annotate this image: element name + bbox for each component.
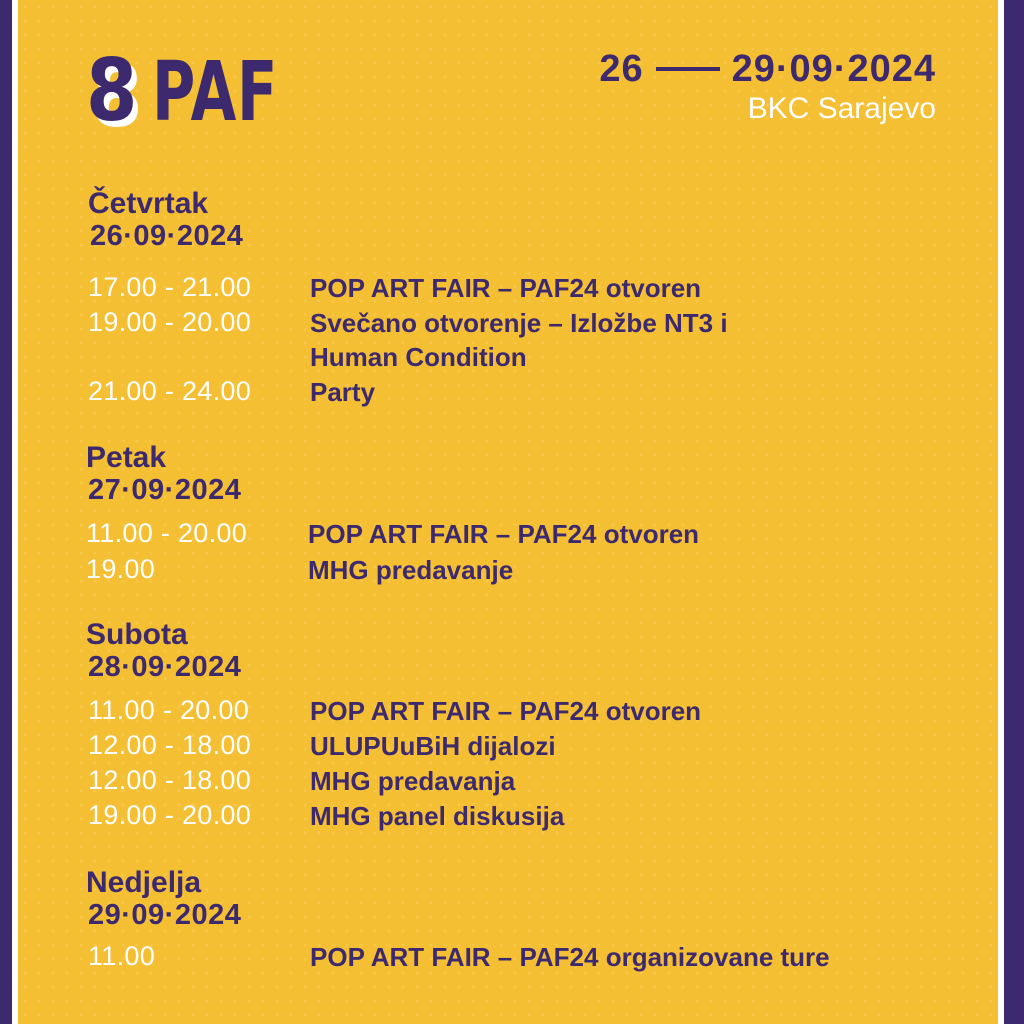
logo-number: 8 [86, 41, 138, 141]
event-time: 19.00 - 20.00 [88, 800, 252, 830]
event-time: 21.00 - 24.00 [88, 376, 252, 406]
event-time: 19.00 - 20.00 [88, 307, 252, 337]
venue: BKC Sarajevo [747, 92, 936, 125]
event-title: MHG panel diskusija [310, 801, 565, 831]
schedule-row [86, 553, 513, 587]
frame-edge-right [998, 0, 1004, 1024]
event-time: 12.00 - 18.00 [88, 730, 252, 760]
day-date: 28·09·2024 [88, 651, 242, 683]
day-name: Petak [86, 441, 167, 474]
event-title: Party [310, 377, 376, 407]
schedule-row [88, 729, 556, 763]
schedule-row [88, 306, 728, 374]
day-heading-saturday [86, 619, 241, 683]
event-title-block [310, 306, 728, 374]
event-time: 17.00 - 21.00 [88, 272, 252, 302]
event-time: 11.00 - 20.00 [86, 518, 248, 548]
schedule-row [88, 764, 515, 798]
day-heading-sunday [86, 867, 241, 931]
day-name: Četvrtak [88, 187, 209, 220]
day-date: 29·09·2024 [88, 899, 242, 931]
event-title-continued: Human Condition [310, 342, 527, 372]
schedule-row [88, 694, 701, 728]
date-start: 26 [599, 48, 644, 90]
event-time: 11.00 - 20.00 [88, 695, 250, 725]
event-title: POP ART FAIR – PAF24 organizovane ture [310, 942, 830, 972]
event-title: ULUPUuBiH dijalozi [310, 731, 556, 761]
schedule-row [86, 517, 699, 551]
event-time: 19.00 [86, 554, 156, 584]
day-heading-thursday [88, 188, 243, 252]
paf-logo [86, 41, 327, 141]
day-name: Nedjelja [86, 866, 202, 899]
event-time: 11.00 [88, 941, 156, 971]
event-title: MHG predavanje [308, 555, 514, 585]
event-time: 12.00 - 18.00 [88, 765, 252, 795]
poster [18, 0, 998, 1024]
date-end: 29·09·2024 [731, 48, 936, 90]
logo-text: PAF [151, 45, 278, 140]
event-title: POP ART FAIR – PAF24 otvoren [310, 273, 702, 303]
date-range [599, 46, 936, 92]
schedule-row [88, 940, 830, 974]
day-name: Subota [86, 618, 188, 651]
event-title: Svečano otvorenje – Izložbe NT3 i [310, 308, 728, 338]
event-title: POP ART FAIR – PAF24 otvoren [310, 696, 702, 726]
event-title: POP ART FAIR – PAF24 otvoren [308, 519, 700, 549]
day-date: 26·09·2024 [90, 220, 244, 252]
schedule-row [88, 799, 564, 833]
event-title: MHG predavanja [310, 766, 516, 796]
day-heading-friday [86, 442, 241, 506]
schedule-row [88, 271, 701, 305]
event-dates [599, 46, 936, 126]
schedule-row [88, 375, 375, 409]
day-date: 27·09·2024 [88, 474, 242, 506]
date-separator [656, 67, 720, 71]
